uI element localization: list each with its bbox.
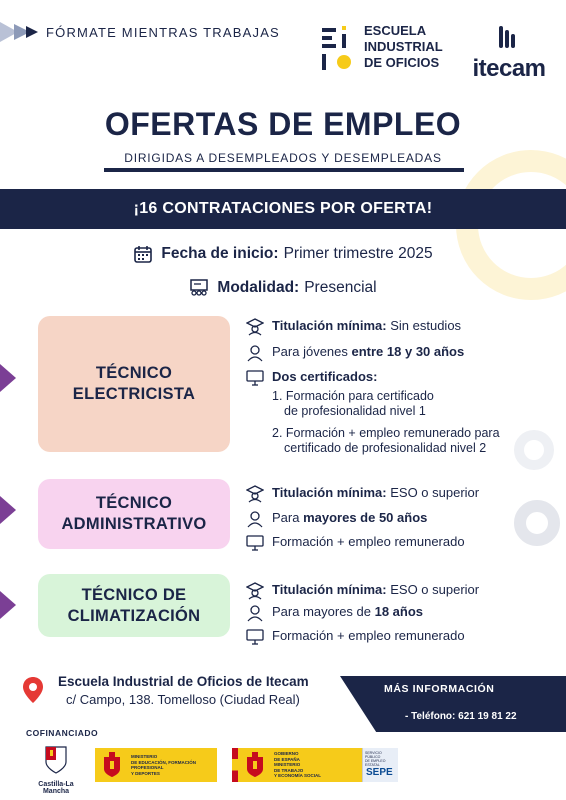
background-gear-decoration-small xyxy=(514,430,554,470)
arrow-icon xyxy=(0,20,40,44)
job1-cert-item-2: 2. Formación + empleo remunerado para certificado de profesionalidad nivel 2 xyxy=(272,426,500,455)
computer-icon xyxy=(246,628,264,646)
job1-certificates: Dos certificados: xyxy=(246,369,377,387)
sepe-logo xyxy=(362,748,398,782)
job2-age: Para mayores de 50 años xyxy=(246,510,427,528)
escuela-industrial-logo xyxy=(320,22,443,72)
start-date-row xyxy=(0,244,566,264)
job3-training: Formación + empleo remunerado xyxy=(246,628,465,646)
computer-icon xyxy=(246,369,264,387)
page-subtitle: DIRIGIDAS A DESEMPLEADOS Y DESEMPLEADAS xyxy=(124,151,442,165)
eio-logo-text: ESCUELA INDUSTRIAL DE OFICIOS xyxy=(364,23,443,70)
ministry-education-logo xyxy=(95,748,217,782)
clm-shield-icon xyxy=(45,746,67,774)
job-card-administrativo: TÉCNICO ADMINISTRATIVO xyxy=(38,479,230,549)
background-gear-decoration xyxy=(514,500,560,546)
person-icon xyxy=(246,604,264,622)
more-info-title: MÁS INFORMACIÓN xyxy=(384,683,495,695)
cofinanced-label: COFINANCIADO xyxy=(26,728,99,738)
itecam-logo-text: itecam xyxy=(472,55,546,82)
job2-titulacion: Titulación mínima: ESO o superior xyxy=(246,485,479,503)
section-marker-arrow xyxy=(0,496,16,524)
sepe-subtitle: SERVICIO PÚBLICO DE EMPLEO ESTATAL xyxy=(365,751,386,767)
job2-training: Formación + empleo remunerado xyxy=(246,534,465,552)
itecam-logo-mark xyxy=(466,24,552,52)
job1-age: Para jóvenes entre 18 y 30 años xyxy=(246,344,464,362)
ministry-labour-text: GOBIERNO DE ESPAÑA MINISTERIO DE TRABAJO Y ECONOMÍA SOCIAL xyxy=(274,751,322,779)
job3-titulacion: Titulación mínima: ESO o superior xyxy=(246,582,479,600)
castilla-la-mancha-logo xyxy=(26,746,86,795)
computer-icon xyxy=(246,534,264,552)
graduate-icon xyxy=(246,582,264,600)
tagline-text: FÓRMATE MIENTRAS TRABAJAS xyxy=(46,24,280,40)
job1-titulacion: Titulación mínima: Sin estudios xyxy=(246,318,461,336)
contact-phone: - Teléfono: 621 19 81 22 xyxy=(405,711,517,722)
classroom-icon xyxy=(189,278,209,298)
clm-label: Castilla-La Mancha xyxy=(38,781,74,795)
spain-shield-icon xyxy=(101,751,123,779)
spain-shield-icon xyxy=(244,751,266,779)
page-title: OFERTAS DE EMPLEO xyxy=(104,106,462,142)
graduate-icon xyxy=(246,485,264,503)
eio-logo-mark xyxy=(320,22,356,72)
hiring-banner: ¡16 CONTRATACIONES POR OFERTA! xyxy=(0,189,566,229)
person-icon xyxy=(246,510,264,528)
job-card-electricista: TÉCNICO ELECTRICISTA xyxy=(38,316,230,452)
modality-value: Presencial xyxy=(304,279,377,296)
itecam-logo xyxy=(466,24,552,81)
person-icon xyxy=(246,344,264,362)
location-pin-icon xyxy=(22,676,44,704)
school-name: Escuela Industrial de Oficios de Itecam xyxy=(58,674,309,689)
job1-cert-item-1: 1. Formación para certificado de profesionalidad nivel 1 xyxy=(272,389,434,418)
section-marker-arrow xyxy=(0,364,16,392)
modality-row xyxy=(0,278,566,298)
sepe-label: SEPE xyxy=(366,767,393,778)
school-address: c/ Campo, 138. Tomelloso (Ciudad Real) xyxy=(66,692,300,707)
header-tagline xyxy=(0,20,280,44)
job-card-climatizacion: TÉCNICO DE CLIMATIZACIÓN xyxy=(38,574,230,637)
subtitle-underline xyxy=(104,168,464,172)
graduate-icon xyxy=(246,318,264,336)
start-date-value: Primer trimestre 2025 xyxy=(283,245,433,262)
spain-flag-stripes xyxy=(232,748,238,782)
calendar-icon xyxy=(133,244,153,264)
ministry-labour-logo xyxy=(232,748,362,782)
job3-age: Para mayores de 18 años xyxy=(246,604,423,622)
modality-label: Modalidad: xyxy=(217,279,300,296)
start-date-label: Fecha de inicio: xyxy=(161,245,279,262)
ministry-education-text: MINISTERIO DE EDUCACIÓN, FORMACIÓN PROFESIONAL Y DEPORTES xyxy=(131,754,196,776)
section-marker-arrow xyxy=(0,591,16,619)
